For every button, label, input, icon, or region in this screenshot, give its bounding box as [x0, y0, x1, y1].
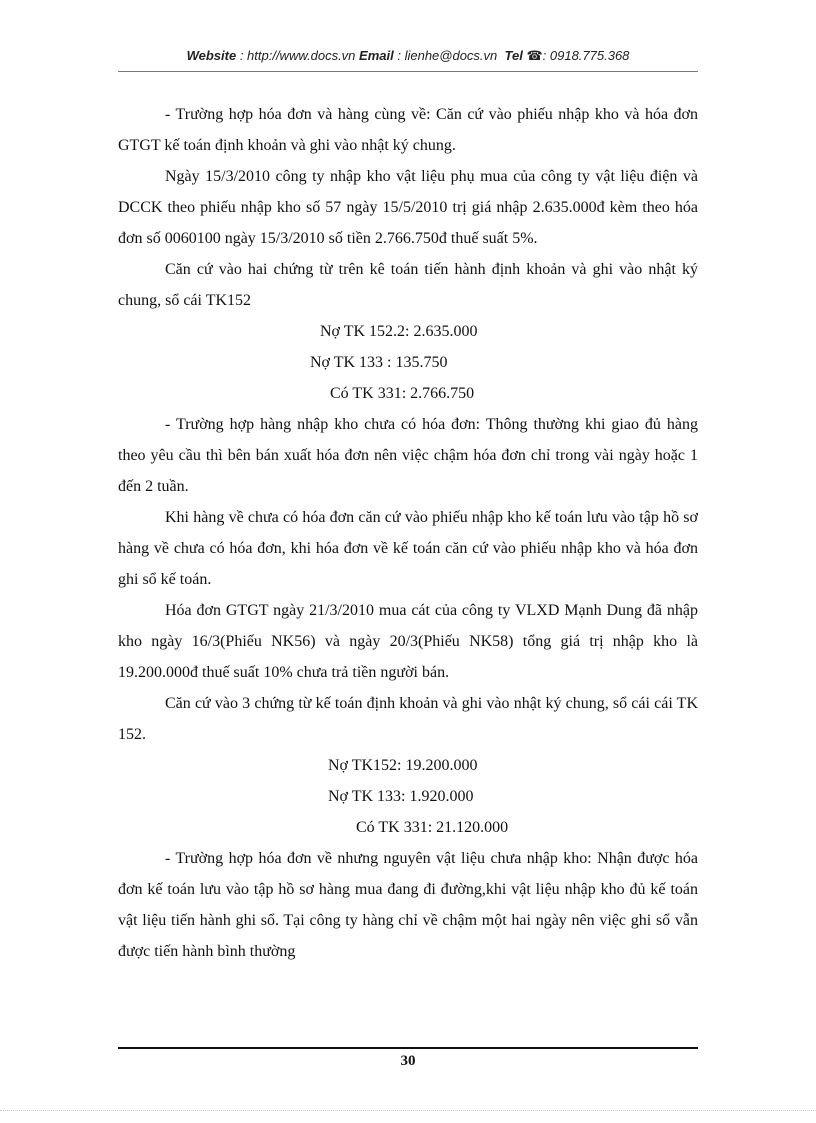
journal-entry-line: [118, 812, 698, 843]
credit-entry: Có TK 331: 21.120.000: [356, 819, 509, 836]
paragraph-basis-1: Căn cứ vào hai chứng từ trên kê toán tiến hành định khoản và ghi vào nhật ký chung, sổ cái TK152: [118, 261, 698, 309]
footer-divider: [118, 1047, 698, 1049]
credit-entry: Có TK 331: 2.766.750: [330, 385, 475, 402]
header-divider: [118, 71, 698, 72]
paragraph-goods-without-invoice: - Trường hợp hàng nhập kho chưa có hóa đơn: Thông thường khi giao đủ hàng theo yêu cầu thì bên bán xuất hóa đơn nên việc chậm hóa đơn chỉ trong vài ngày hoặc 1 đến 2 tuần.: [118, 416, 698, 495]
journal-entry-line: [118, 378, 698, 409]
paragraph-example-2: Hóa đơn GTGT ngày 21/3/2010 mua cát của công ty VLXD Mạnh Dung đã nhập kho ngày 16/3(Phiếu NK56) và ngày 20/3(Phiếu NK58) tổng giá trị nhập kho là 19.200.000đ thuế suất 10% chưa trả tiền người bán.: [118, 602, 698, 681]
paragraph-invoice-before-goods: - Trường hợp hóa đơn về nhưng nguyên vật liệu chưa nhập kho: Nhận được hóa đơn kế toán lưu vào tập hồ sơ hàng mua đang đi đường,khi vật liệu nhập kho đủ kế toán vật liệu tiến hành ghi sổ. Tại công ty hàng chỉ về chậm một hai ngày nên việc ghi sổ vẫn được tiến hành bình thường: [118, 850, 698, 960]
paragraph-goods-without-invoice-procedure: Khi hàng về chưa có hóa đơn căn cứ vào phiếu nhập kho kế toán lưu vào tập hồ sơ hàng về chưa có hóa đơn, khi hóa đơn về kế toán căn cứ vào phiếu nhập kho và hóa đơn ghi sổ kế toán.: [118, 509, 698, 588]
email-value: : lienhe@docs.vn: [397, 48, 498, 63]
tel-label: Tel: [504, 48, 523, 63]
page-header: [118, 48, 698, 64]
journal-entry-line: [118, 316, 698, 347]
journal-entry-line: [118, 750, 698, 781]
phone-icon: ☎: [526, 48, 543, 63]
website-label: Website: [186, 48, 237, 63]
debit-entry: Nợ TK 133: 1.920.000: [328, 788, 474, 805]
journal-entry-line: [118, 781, 698, 812]
journal-entry-line: [118, 347, 698, 378]
page-number: 30: [400, 1053, 416, 1069]
email-label: Email: [359, 48, 394, 63]
website-value: : http://www.docs.vn: [239, 48, 356, 63]
debit-entry: Nợ TK 133 : 135.750: [310, 354, 448, 371]
paragraph-basis-2: Căn cứ vào 3 chứng từ kế toán định khoản và ghi vào nhật ký chung, sổ cái cái TK 152.: [118, 695, 698, 743]
page-bottom-border: [0, 1110, 816, 1111]
document-body: [118, 99, 698, 967]
debit-entry: Nợ TK 152.2: 2.635.000: [320, 323, 478, 340]
paragraph-example-1: Ngày 15/3/2010 công ty nhập kho vật liệu phụ mua của công ty vật liệu điện và DCCK theo phiếu nhập kho số 57 ngày 15/5/2010 trị giá nhập 2.635.000đ kèm theo hóa đơn số 0060100 ngày 15/3/2010 số tiền 2.766.750đ thuế suất 5%.: [118, 168, 698, 247]
tel-value: : 0918.775.368: [542, 48, 630, 63]
debit-entry: Nợ TK152: 19.200.000: [328, 757, 478, 774]
paragraph-invoice-goods-together: - Trường hợp hóa đơn và hàng cùng về: Căn cứ vào phiếu nhập kho và hóa đơn GTGT kế toán định khoản và ghi vào nhật ký chung.: [118, 106, 698, 154]
